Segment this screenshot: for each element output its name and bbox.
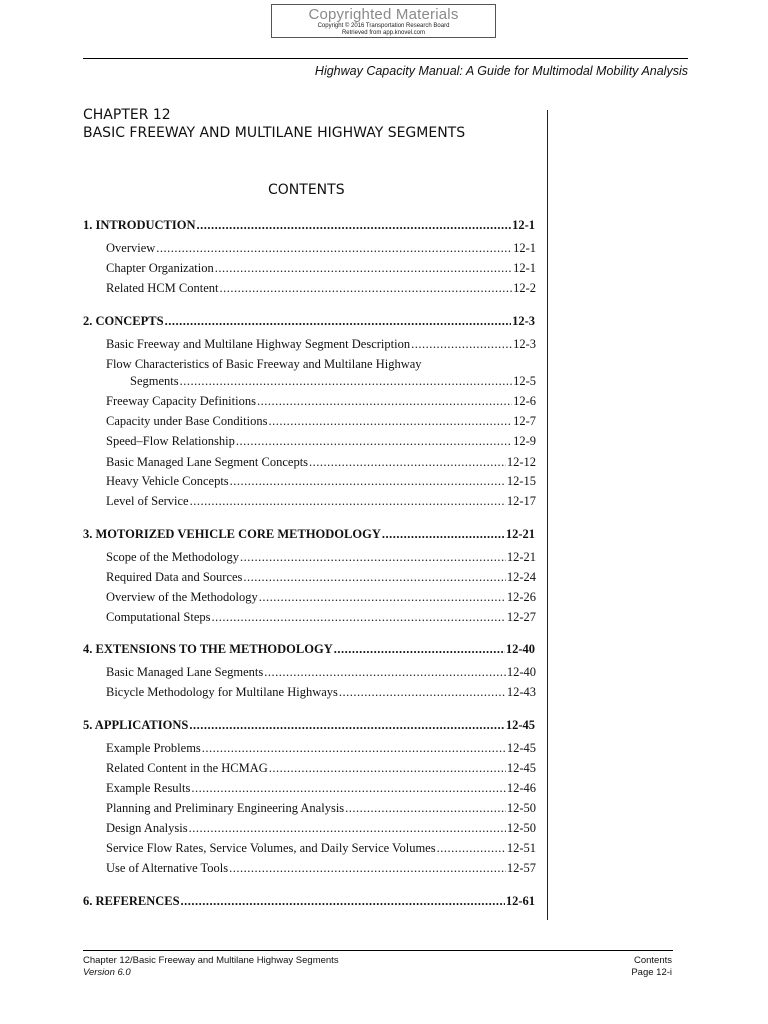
leader-dots bbox=[191, 780, 505, 796]
toc-label: Related Content in the HCMAG bbox=[106, 761, 268, 775]
leader-dots bbox=[230, 473, 506, 489]
toc-entry-speed-flow[interactable] bbox=[106, 433, 536, 449]
leader-dots bbox=[215, 260, 512, 276]
toc-entry-overview[interactable] bbox=[106, 240, 536, 256]
toc-label: Scope of the Methodology bbox=[106, 550, 239, 564]
toc-page: 12-57 bbox=[506, 861, 536, 875]
footer-chapter-title: Chapter 12/Basic Freeway and Multilane Highway Segments bbox=[83, 955, 339, 966]
toc-label: Basic Managed Lane Segment Concepts bbox=[106, 455, 309, 469]
toc-page: 12-46 bbox=[506, 781, 536, 795]
toc-label: 3. MOTORIZED VEHICLE CORE METHODOLOGY bbox=[83, 527, 381, 541]
toc-label: Service Flow Rates, Service Volumes, and Daily Service Volumes bbox=[106, 841, 436, 855]
toc-page: 12-27 bbox=[506, 610, 536, 624]
leader-dots bbox=[437, 840, 506, 856]
toc-entry-methodology-overview[interactable] bbox=[106, 589, 536, 605]
leader-dots bbox=[156, 240, 512, 256]
toc-label: Required Data and Sources bbox=[106, 570, 243, 584]
leader-dots bbox=[382, 526, 505, 542]
toc-entry-design-analysis[interactable] bbox=[106, 820, 536, 836]
leader-dots bbox=[180, 373, 512, 389]
toc-label: Heavy Vehicle Concepts bbox=[106, 474, 229, 488]
toc-entry-computational-steps[interactable] bbox=[106, 609, 536, 625]
margin-rule bbox=[547, 110, 548, 920]
toc-page: 12-26 bbox=[506, 590, 536, 604]
footer-page-number: Page 12-i bbox=[631, 967, 672, 978]
toc-page: 12-50 bbox=[506, 801, 536, 815]
toc-page: 12-24 bbox=[506, 570, 536, 584]
footer-section: Contents bbox=[633, 955, 672, 966]
toc-entry-capacity-definitions[interactable] bbox=[106, 393, 536, 409]
toc-section-introduction[interactable] bbox=[83, 217, 535, 233]
toc-entry-segment-description[interactable] bbox=[106, 336, 536, 352]
toc-label: Related HCM Content bbox=[106, 281, 219, 295]
leader-dots bbox=[264, 664, 506, 680]
toc-page: 12-15 bbox=[506, 474, 536, 488]
toc-page: 12-5 bbox=[513, 374, 536, 388]
toc-label: Basic Managed Lane Segments bbox=[106, 665, 264, 679]
toc-entry-required-data[interactable] bbox=[106, 569, 536, 585]
toc-page: 12-45 bbox=[506, 761, 536, 775]
toc-page: 12-1 bbox=[512, 218, 535, 232]
leader-dots bbox=[339, 684, 506, 700]
leader-dots bbox=[189, 820, 506, 836]
toc-entry-bicycle-methodology[interactable] bbox=[106, 684, 536, 700]
toc-entry-chapter-organization[interactable] bbox=[106, 260, 536, 276]
leader-dots bbox=[411, 336, 512, 352]
toc-entry-capacity-base-conditions[interactable] bbox=[106, 413, 536, 429]
toc-label: 2. CONCEPTS bbox=[83, 314, 164, 328]
toc-label: Speed–Flow Relationship bbox=[106, 434, 235, 448]
toc-entry-example-problems[interactable] bbox=[106, 740, 536, 756]
toc-label: Computational Steps bbox=[106, 610, 211, 624]
leader-dots bbox=[202, 740, 506, 756]
toc-page: 12-12 bbox=[506, 455, 536, 469]
toc-label: Planning and Preliminary Engineering Analysis bbox=[106, 801, 345, 815]
leader-dots bbox=[189, 717, 504, 733]
toc-label: Overview of the Methodology bbox=[106, 590, 258, 604]
chapter-title: BASIC FREEWAY AND MULTILANE HIGHWAY SEGMENTS bbox=[83, 125, 466, 141]
toc-page: 12-61 bbox=[505, 894, 535, 908]
toc-label: 1. INTRODUCTION bbox=[83, 218, 196, 232]
toc-entry-service-flow-rates[interactable] bbox=[106, 840, 536, 856]
leader-dots bbox=[220, 280, 513, 296]
toc-page: 12-21 bbox=[506, 550, 536, 564]
contents-heading: CONTENTS bbox=[268, 182, 345, 198]
leader-dots bbox=[240, 549, 506, 565]
toc-section-concepts[interactable] bbox=[83, 313, 535, 329]
toc-entry-related-hcm-content[interactable] bbox=[106, 280, 536, 296]
leader-dots bbox=[259, 589, 506, 605]
toc-label: Design Analysis bbox=[106, 821, 188, 835]
leader-dots bbox=[212, 609, 506, 625]
leader-dots bbox=[269, 760, 506, 776]
toc-entry-planning-analysis[interactable] bbox=[106, 800, 536, 816]
toc-label: Use of Alternative Tools bbox=[106, 861, 229, 875]
toc-label: Example Problems bbox=[106, 741, 201, 755]
copyright-stamp bbox=[271, 4, 496, 38]
toc-page: 12-17 bbox=[506, 494, 536, 508]
stamp-title: Copyrighted Materials bbox=[308, 6, 459, 23]
toc-page: 12-40 bbox=[505, 642, 535, 656]
leader-dots bbox=[243, 569, 505, 585]
toc-section-core-methodology[interactable] bbox=[83, 526, 535, 542]
stamp-copyright-line: Copyright © 2016 Transportation Research Board bbox=[317, 23, 450, 29]
toc-entry-managed-lane-segments[interactable] bbox=[106, 664, 536, 680]
toc-page: 12-9 bbox=[513, 434, 536, 448]
leader-dots bbox=[236, 433, 512, 449]
footer-version: Version 6.0 bbox=[83, 967, 131, 978]
toc-page: 12-51 bbox=[506, 841, 536, 855]
toc-entry-example-results[interactable] bbox=[106, 780, 536, 796]
toc-page: 12-45 bbox=[506, 741, 536, 755]
toc-label: Basic Freeway and Multilane Highway Segment Description bbox=[106, 337, 411, 351]
toc-section-applications[interactable] bbox=[83, 717, 535, 733]
running-head: Highway Capacity Manual: A Guide for Multimodal Mobility Analysis bbox=[314, 64, 688, 78]
toc-entry-managed-lane-concepts[interactable] bbox=[106, 454, 536, 470]
toc-label: Overview bbox=[106, 241, 156, 255]
toc-page: 12-7 bbox=[513, 414, 536, 428]
toc-entry-flow-characteristics-line1[interactable]: Flow Characteristics of Basic Freeway and Multilane Highway bbox=[106, 357, 422, 371]
toc-label: Freeway Capacity Definitions bbox=[106, 394, 256, 408]
chapter-number: CHAPTER 12 bbox=[83, 107, 171, 123]
toc-entry-scope[interactable] bbox=[106, 549, 536, 565]
header-rule bbox=[83, 58, 688, 59]
leader-dots bbox=[229, 860, 506, 876]
toc-page: 12-45 bbox=[505, 718, 535, 732]
toc-label: 5. APPLICATIONS bbox=[83, 718, 189, 732]
toc-entry-flow-characteristics[interactable] bbox=[130, 373, 536, 389]
toc-section-extensions[interactable] bbox=[83, 641, 535, 657]
toc-entry-heavy-vehicle[interactable] bbox=[106, 473, 536, 489]
toc-page: 12-50 bbox=[506, 821, 536, 835]
toc-label: 4. EXTENSIONS TO THE METHODOLOGY bbox=[83, 642, 333, 656]
leader-dots bbox=[334, 641, 505, 657]
footer-left bbox=[83, 955, 339, 979]
leader-dots bbox=[309, 454, 506, 470]
toc-page: 12-3 bbox=[512, 314, 535, 328]
stamp-retrieved-line: Retrieved from app.knovel.com bbox=[341, 30, 426, 36]
toc-entry-level-of-service[interactable] bbox=[106, 493, 536, 509]
toc-section-references[interactable] bbox=[83, 893, 535, 909]
toc-page: 12-6 bbox=[513, 394, 536, 408]
toc-page: 12-2 bbox=[513, 281, 536, 295]
toc-label: Capacity under Base Conditions bbox=[106, 414, 268, 428]
toc-label: Level of Service bbox=[106, 494, 189, 508]
leader-dots bbox=[190, 493, 506, 509]
footer-right bbox=[631, 955, 672, 979]
leader-dots bbox=[181, 893, 505, 909]
toc-label: Chapter Organization bbox=[106, 261, 214, 275]
footer-rule bbox=[83, 950, 673, 951]
toc-page: 12-1 bbox=[513, 241, 536, 255]
toc-page: 12-43 bbox=[506, 685, 536, 699]
leader-dots bbox=[345, 800, 506, 816]
toc-page: 12-40 bbox=[506, 665, 536, 679]
leader-dots bbox=[257, 393, 512, 409]
leader-dots bbox=[197, 217, 512, 233]
toc-page: 12-3 bbox=[513, 337, 536, 351]
toc-page: 12-1 bbox=[513, 261, 536, 275]
leader-dots bbox=[165, 313, 512, 329]
toc-entry-hcmag[interactable] bbox=[106, 760, 536, 776]
toc-label: Bicycle Methodology for Multilane Highways bbox=[106, 685, 338, 699]
toc-page: 12-21 bbox=[505, 527, 535, 541]
toc-label: 6. REFERENCES bbox=[83, 894, 180, 908]
toc-entry-alternative-tools[interactable] bbox=[106, 860, 536, 876]
toc-label: Example Results bbox=[106, 781, 191, 795]
leader-dots bbox=[268, 413, 512, 429]
toc-label: Segments bbox=[130, 374, 179, 388]
